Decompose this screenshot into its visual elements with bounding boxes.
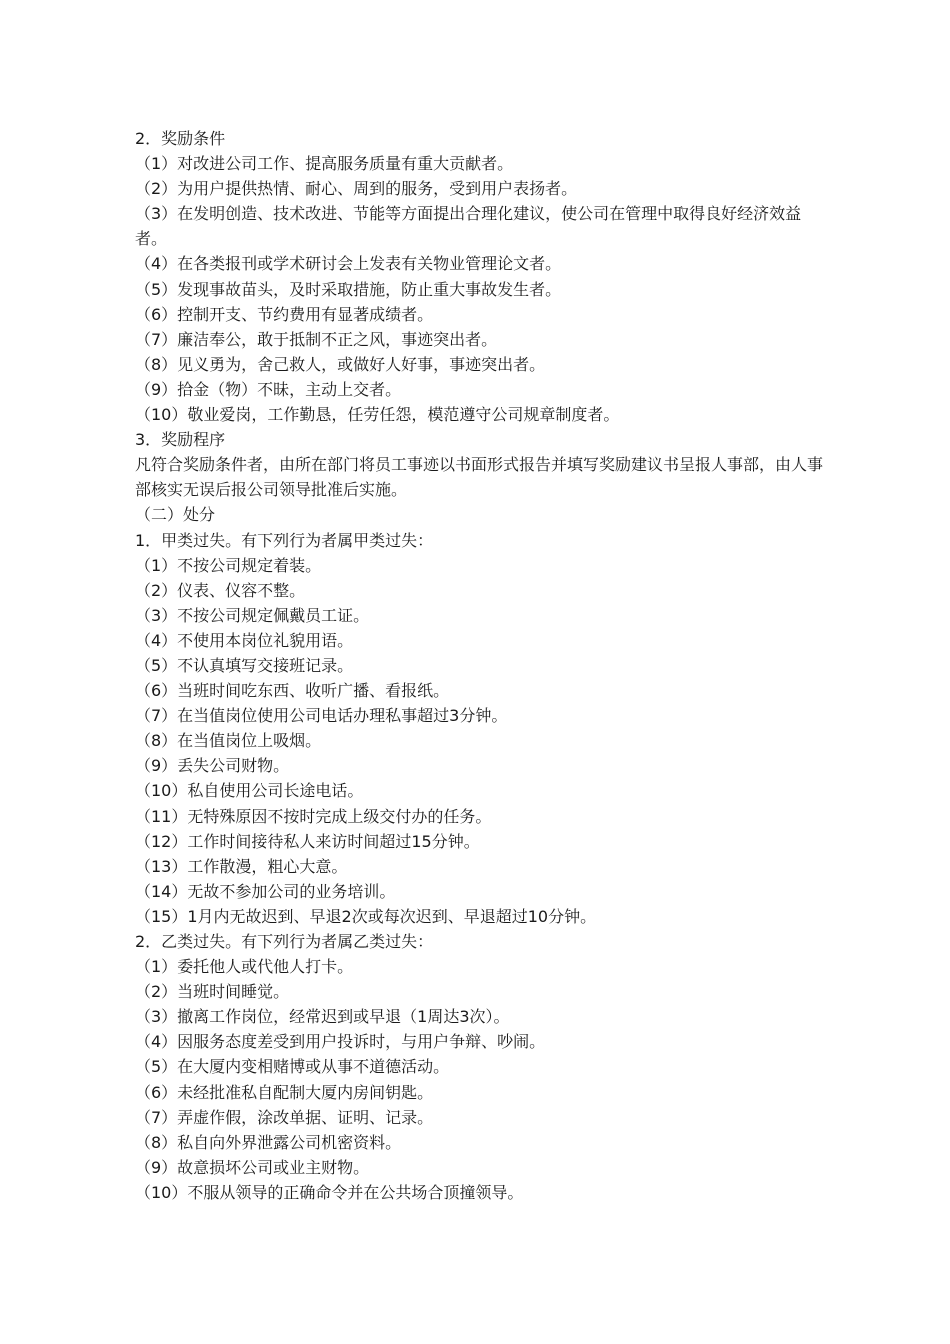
list-item: （5）不认真填写交接班记录。 (135, 655, 354, 675)
list-item: （2）当班时间睡觉。 (135, 982, 290, 1002)
list-item: （10）敬业爱岗，工作勤恳，任劳任怨，模范遵守公司规章制度者。 (135, 405, 620, 425)
list-item: （9）故意损坏公司或业主财物。 (135, 1157, 370, 1177)
list-item: （13）工作散漫，粗心大意。 (135, 856, 348, 876)
list-item: （9）丢失公司财物。 (135, 756, 290, 776)
list-item: （9）拾金（物）不昧，主动上交者。 (135, 379, 402, 399)
list-item: （11）无特殊原因不按时完成上级交付办的任务。 (135, 806, 492, 826)
list-item: （7）弄虚作假，涂改单据、证明、记录。 (135, 1107, 434, 1127)
list-item: （1）不按公司规定着装。 (135, 555, 322, 575)
list-item: （7）在当值岗位使用公司电话办理私事超过3分钟。 (135, 706, 508, 726)
list-item: （6）未经批准私自配制大厦内房间钥匙。 (135, 1082, 434, 1102)
list-item: （4）在各类报刊或学术研讨会上发表有关物业管理论文者。 (135, 254, 562, 274)
list-item: （8）见义勇为，舍己救人，或做好人好事，事迹突出者。 (135, 354, 546, 374)
list-item: （12）工作时间接待私人来访时间超过15分钟。 (135, 831, 480, 851)
list-item: （4）因服务态度差受到用户投诉时，与用户争辩、吵闹。 (135, 1032, 546, 1052)
section-heading-reward-conditions: 2．奖励条件 (135, 129, 226, 148)
list-item: （1）委托他人或代他人打卡。 (135, 957, 354, 977)
list-item: （7）廉洁奉公，敢于抵制不正之风，事迹突出者。 (135, 329, 498, 349)
section-heading-reward-procedure: 3．奖励程序 (135, 430, 226, 450)
list-item: （15）1月内无故迟到、早退2次或每次迟到、早退超过10分钟。 (135, 906, 597, 926)
list-item: （8）私自向外界泄露公司机密资料。 (135, 1132, 402, 1152)
list-item: （3）撤离工作岗位，经常迟到或早退（1周达3次）。 (135, 1007, 510, 1027)
section-heading-penalty: （二）处分 (135, 505, 216, 525)
document-body (135, 126, 825, 1205)
list-item: （10）私自使用公司长途电话。 (135, 781, 364, 801)
list-item: （3）不按公司规定佩戴员工证。 (135, 605, 370, 625)
subsection-heading-class-a: 1．甲类过失。有下列行为者属甲类过失： (135, 530, 434, 550)
list-item: （6）控制开支、节约费用有显著成绩者。 (135, 304, 434, 324)
subsection-heading-class-b: 2．乙类过失。有下列行为者属乙类过失： (135, 932, 434, 951)
list-item: （5）发现事故苗头，及时采取措施，防止重大事故发生者。 (135, 279, 562, 299)
list-item: （2）仪表、仪容不整。 (135, 580, 306, 600)
list-item: （8）在当值岗位上吸烟。 (135, 731, 322, 751)
list-item: （10）不服从领导的正确命令并在公共场合顶撞领导。 (135, 1182, 524, 1202)
list-item: （5）在大厦内变相赌博或从事不道德活动。 (135, 1057, 450, 1077)
list-item: （4）不使用本岗位礼貌用语。 (135, 630, 354, 650)
list-item: （3）在发明创造、技术改进、节能等方面提出合理化建议，使公司在管理中取得良好经济效益者。 (135, 204, 802, 249)
list-item: （14）无故不参加公司的业务培训。 (135, 881, 396, 901)
list-item: （6）当班时间吃东西、收听广播、看报纸。 (135, 681, 450, 701)
list-item: （2）为用户提供热情、耐心、周到的服务，受到用户表扬者。 (135, 179, 578, 199)
paragraph: 凡符合奖励条件者，由所在部门将员工事迹以书面形式报告并填写奖励建议书呈报人事部，由人事部核实无误后报公司领导批准后实施。 (135, 455, 824, 500)
list-item: （1）对改进公司工作、提高服务质量有重大贡献者。 (135, 154, 514, 174)
